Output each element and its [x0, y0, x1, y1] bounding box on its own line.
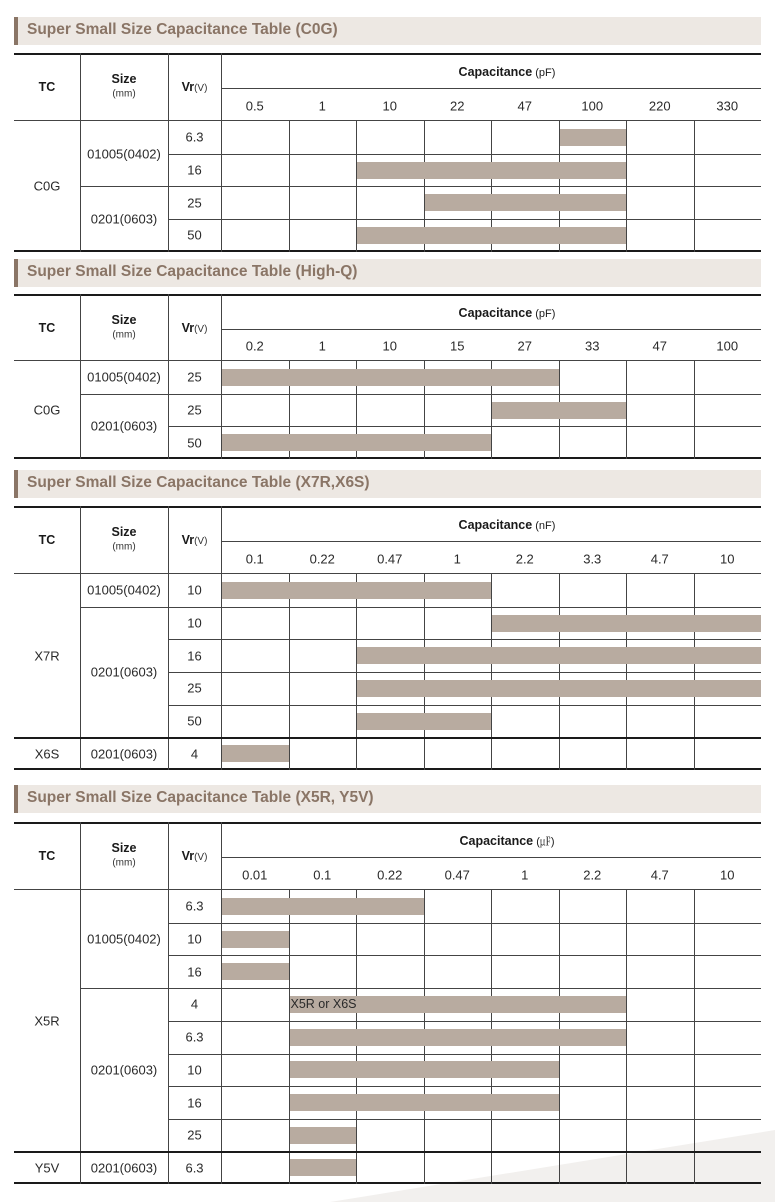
size-left-rule [80, 574, 81, 770]
vr-label: Vr [181, 849, 195, 863]
capacitance-table [14, 822, 761, 1184]
capacitance-value-header: 15 [450, 338, 465, 354]
capacitance-value-header: 10 [382, 98, 397, 113]
vr-cell: 6.3 [185, 1029, 204, 1045]
capacitance-range-bar [290, 1127, 357, 1144]
capacitance-left-rule [221, 822, 222, 1184]
capacitance-header [459, 833, 554, 849]
vr-cell: 16 [187, 648, 202, 664]
capacitance-header [459, 518, 556, 532]
tc-group-rule [14, 737, 761, 739]
capacitance-range-bar [222, 369, 559, 386]
row-rule [168, 1119, 761, 1120]
vr-cell: 50 [187, 713, 202, 729]
vr-cell: 25 [187, 369, 202, 385]
capacitance-value-header: 33 [585, 338, 600, 354]
tc-cell: X5R [34, 1013, 60, 1029]
capacitance-range-bar [290, 1029, 627, 1046]
size-cell: 01005(0402) [87, 931, 161, 947]
vr-cell: 16 [187, 162, 202, 178]
section-title-bar [14, 259, 761, 287]
tc-cell: C0G [33, 178, 61, 194]
capacitance-value-header: 1 [318, 98, 326, 113]
size-cell: 0201(0603) [90, 418, 158, 434]
vr-label: Vr [181, 80, 195, 94]
row-rule [168, 923, 761, 924]
vr-cell: 16 [187, 964, 202, 980]
capacitance-unit: (pF) [532, 308, 556, 320]
header-bottom-rule [14, 120, 761, 121]
vr-unit: (V) [194, 536, 208, 547]
header-bottom-rule [14, 889, 761, 890]
capacitance-range-bar [222, 898, 424, 915]
vr-left-rule [168, 121, 169, 252]
capacitance-range-bar [492, 615, 761, 632]
capacitance-range-bar [357, 680, 761, 697]
capacitance-range-bar [357, 713, 491, 730]
tc-column-header: TC [38, 533, 56, 547]
vr-cell: 50 [187, 227, 202, 243]
capacitance-value-header: 0.01 [242, 867, 268, 882]
row-rule [168, 607, 761, 608]
row-rule [168, 1054, 761, 1055]
capacitance-label: Capacitance [458, 518, 533, 532]
vr-label: Vr [181, 533, 195, 547]
capacitance-column-rule [694, 361, 695, 459]
capacitance-subheader-rule [221, 541, 761, 542]
capacitance-table [14, 53, 761, 252]
tc-cell: X6S [34, 746, 60, 762]
capacitance-value-header: 10 [720, 551, 735, 566]
vr-cell: 50 [187, 435, 202, 451]
table-top-rule [14, 506, 761, 508]
capacitance-value-header: 22 [450, 98, 465, 113]
capacitance-value-header: 1 [318, 338, 326, 354]
header-divider [80, 294, 81, 361]
size-group-rule [80, 394, 168, 395]
header-divider [168, 506, 169, 574]
vr-cell: 6.3 [185, 129, 204, 145]
header-divider [168, 822, 169, 890]
tc-column-header: TC [38, 849, 56, 863]
row-rule [168, 426, 761, 427]
capacitance-value-header: 1 [453, 551, 461, 566]
vr-cell: 25 [187, 402, 202, 418]
size-column-header: Size [111, 312, 137, 327]
capacitance-unit: (㎌) [533, 836, 555, 848]
table-top-rule [14, 822, 761, 824]
size-unit: (mm) [112, 329, 136, 340]
vr-unit: (V) [194, 323, 208, 335]
capacitance-column-rule [694, 890, 695, 1184]
size-column-header: Size [111, 72, 137, 86]
size-unit: (mm) [112, 88, 136, 100]
row-rule [168, 1021, 761, 1022]
section-title-bar [14, 785, 761, 813]
bar-note: X5R or X6S [290, 997, 357, 1012]
capacitance-range-bar [357, 162, 626, 179]
capacitance-table [14, 294, 761, 459]
capacitance-subheader-rule [221, 857, 761, 858]
size-column-header: Size [111, 841, 137, 855]
capacitance-label: Capacitance [458, 65, 533, 79]
size-unit: (mm) [112, 857, 136, 869]
capacitance-range-bar [290, 1061, 559, 1078]
size-cell: 0201(0603) [90, 664, 158, 680]
vr-column-header [182, 321, 208, 335]
capacitance-label: Capacitance [459, 834, 534, 848]
tc-column-header: TC [38, 320, 56, 335]
row-rule [168, 1086, 761, 1087]
section-title: Super Small Size Capacitance Table (High-Q) [27, 263, 358, 280]
vr-label: Vr [181, 320, 195, 335]
vr-cell: 25 [187, 1127, 202, 1143]
capacitance-range-bar [222, 434, 491, 451]
capacitance-value-header: 10 [720, 867, 735, 882]
capacitance-value-header: 47 [652, 338, 667, 354]
table-top-rule [14, 53, 761, 55]
row-rule [168, 988, 761, 989]
header-divider [168, 294, 169, 361]
capacitance-value-header: 100 [716, 338, 739, 354]
capacitance-value-header: 4.7 [650, 551, 669, 566]
size-cell: 01005(0402) [87, 146, 161, 162]
row-rule [168, 705, 761, 706]
section-title-bar [14, 470, 761, 498]
capacitance-value-header: 1 [521, 867, 529, 882]
header-bottom-rule [14, 360, 761, 361]
tc-group-rule [14, 1151, 761, 1153]
vr-cell: 10 [187, 1062, 202, 1078]
capacitance-column-rule [626, 361, 627, 459]
vr-unit: (V) [194, 83, 208, 94]
capacitance-range-bar [560, 129, 627, 146]
vr-column-header [182, 849, 208, 863]
capacitance-column-rule [626, 890, 627, 1184]
vr-cell: 25 [187, 195, 202, 211]
capacitance-range-bar [222, 745, 289, 762]
table-bottom-rule [14, 1182, 761, 1184]
capacitance-value-header: 10 [382, 338, 397, 354]
capacitance-value-header: 47 [517, 98, 532, 113]
table-bottom-rule [14, 250, 761, 252]
row-rule [168, 672, 761, 673]
capacitance-value-header: 2.2 [583, 867, 602, 882]
capacitance-value-header: 2.2 [515, 551, 534, 566]
capacitance-range-bar [425, 194, 627, 211]
capacitance-value-header: 100 [581, 98, 604, 113]
size-left-rule [80, 361, 81, 459]
row-rule [168, 639, 761, 640]
vr-column-header [182, 80, 208, 94]
tc-cell: X7R [34, 648, 60, 664]
header-divider [80, 506, 81, 574]
capacitance-value-header: 0.1 [245, 551, 264, 566]
size-group-rule [80, 607, 168, 608]
row-rule [168, 955, 761, 956]
capacitance-value-header: 0.22 [309, 551, 335, 566]
capacitance-left-rule [221, 506, 222, 770]
section-title-bar [14, 17, 761, 45]
capacitance-range-bar [357, 647, 761, 664]
capacitance-unit: (pF) [532, 67, 556, 79]
vr-unit: (V) [194, 852, 208, 863]
row-rule [168, 394, 761, 395]
size-cell: 0201(0603) [90, 1160, 158, 1176]
vr-cell: 16 [187, 1095, 202, 1111]
vr-left-rule [168, 574, 169, 770]
capacitance-range-bar [357, 227, 626, 244]
header-bottom-rule [14, 573, 761, 574]
row-rule [168, 154, 761, 155]
size-column-header: Size [111, 525, 137, 539]
capacitance-range-bar [222, 931, 289, 948]
capacitance-value-header: 0.5 [245, 98, 264, 113]
header-divider [80, 822, 81, 890]
capacitance-left-rule [221, 53, 222, 252]
vr-cell: 6.3 [185, 1160, 204, 1176]
row-rule [168, 219, 761, 220]
vr-cell: 10 [187, 931, 202, 947]
header-divider [168, 53, 169, 121]
capacitance-subheader-rule [221, 88, 761, 89]
size-unit: (mm) [112, 541, 136, 553]
capacitance-range-bar [222, 963, 289, 980]
capacitance-header [459, 306, 556, 320]
size-left-rule [80, 890, 81, 1184]
size-cell: 01005(0402) [87, 369, 161, 385]
tc-cell: C0G [33, 402, 61, 418]
capacitance-range-bar [290, 1094, 559, 1111]
capacitance-range-bar [290, 1159, 357, 1176]
vr-cell: 10 [187, 582, 202, 598]
size-group-rule [80, 186, 168, 187]
capacitance-value-header: 0.47 [444, 867, 470, 882]
vr-left-rule [168, 890, 169, 1184]
vr-cell: 25 [187, 680, 202, 696]
capacitance-header [459, 65, 556, 79]
table-top-rule [14, 294, 761, 296]
table-bottom-rule [14, 457, 761, 459]
row-rule [168, 186, 761, 187]
table-bottom-rule [14, 768, 761, 770]
capacitance-value-header: 0.1 [313, 867, 332, 882]
vr-cell: 10 [187, 615, 202, 631]
tc-cell: Y5V [34, 1160, 60, 1176]
size-group-rule [80, 988, 168, 989]
capacitance-value-header: 0.22 [377, 867, 403, 882]
size-cell: 0201(0603) [90, 211, 158, 227]
capacitance-label: Capacitance [458, 306, 533, 320]
vr-cell: 4 [190, 996, 199, 1012]
capacitance-value-header: 27 [517, 338, 532, 354]
size-cell: 0201(0603) [90, 746, 158, 762]
capacitance-unit: (nF) [532, 520, 556, 532]
section-title: Super Small Size Capacitance Table (X5R, Y5V) [27, 789, 374, 806]
vr-left-rule [168, 361, 169, 459]
tc-column-header: TC [38, 80, 56, 94]
capacitance-value-header: 0.47 [377, 551, 403, 566]
capacitance-value-header: 3.3 [583, 551, 602, 566]
capacitance-value-header: 220 [648, 98, 671, 113]
size-cell: 01005(0402) [87, 582, 161, 598]
capacitance-range-bar [492, 402, 626, 419]
size-cell: 0201(0603) [90, 1062, 158, 1078]
capacitance-value-header: 0.2 [245, 338, 264, 354]
capacitance-range-bar [222, 582, 491, 599]
vr-cell: 6.3 [185, 898, 204, 914]
capacitance-subheader-rule [221, 329, 761, 330]
section-title: Super Small Size Capacitance Table (C0G) [27, 21, 338, 38]
capacitance-value-header: 330 [716, 98, 739, 113]
section-title: Super Small Size Capacitance Table (X7R,X6S) [27, 474, 370, 491]
header-divider [80, 53, 81, 121]
capacitance-table [14, 506, 761, 770]
vr-column-header [182, 533, 208, 547]
capacitance-value-header: 4.7 [650, 867, 669, 882]
vr-cell: 4 [190, 746, 199, 762]
